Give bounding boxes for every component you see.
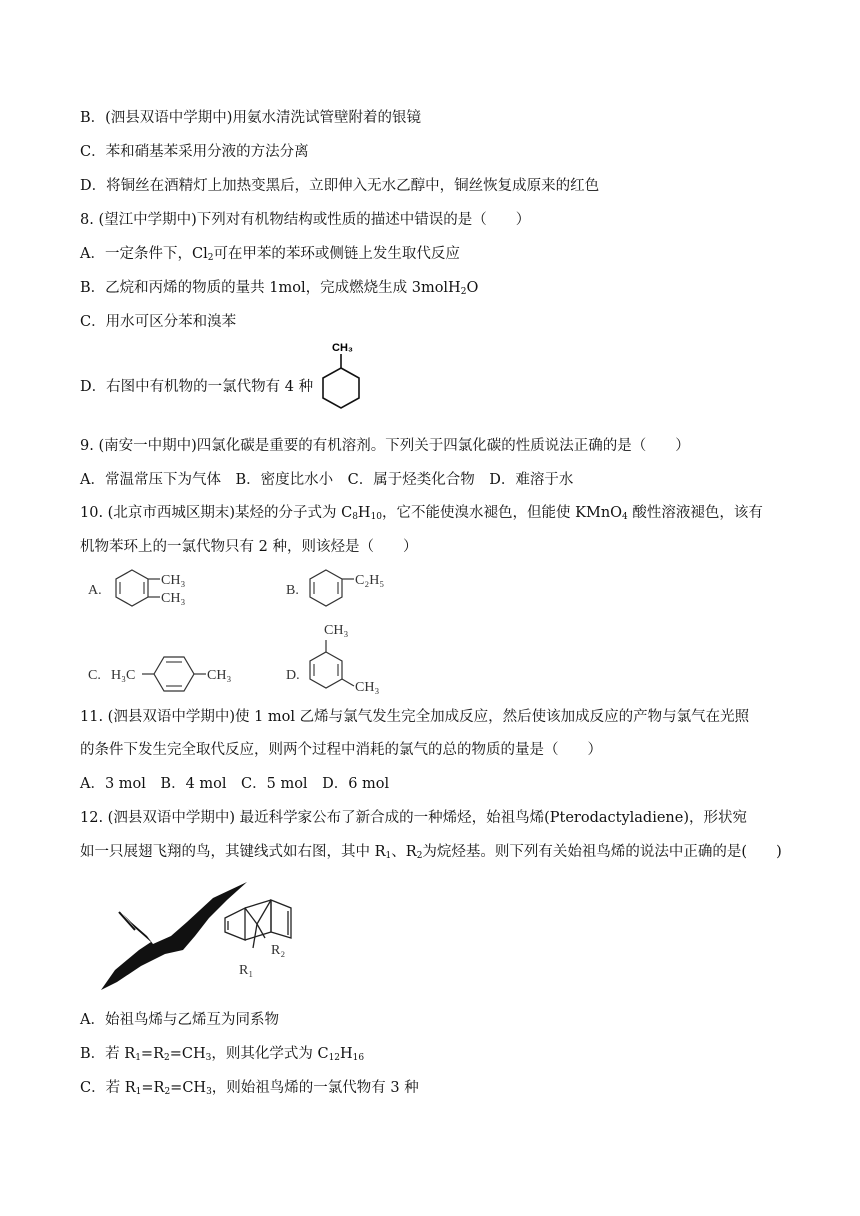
q8-option-c: C．用水可区分苯和溴苯 xyxy=(80,314,237,330)
q8-option-b: B．乙烷和丙烯的物质的量共 1mol，完成燃烧生成 3molH$_2$O xyxy=(80,280,479,297)
q11-stem-line1: 11. (泗县双语中学期中)使 1 mol 乙烯与氯气发生完全加成反应，然后使该加成反应的产物与氯气在光照 xyxy=(80,709,750,725)
pterodactyl-bird-icon xyxy=(101,882,247,990)
q8-stem: 8. (望江中学期中)下列对有机物结构或性质的描述中错误的是（ ） xyxy=(80,212,531,228)
q12-option-a: A．始祖鸟烯与乙烯互为同系物 xyxy=(80,1012,279,1028)
q12-option-b: B．若 $R_1=R_2=CH_3$，则其化学式为 $C_{12}H_{16}$ xyxy=(80,1046,365,1063)
option-d-top-methyl: CH₃ xyxy=(324,623,349,638)
option-c-left-methyl: H₃C xyxy=(111,668,136,683)
methyl-label: CH₃ xyxy=(332,342,353,354)
q9-options: A．常温常压下为气体 B．密度比水小 C．属于烃类化合物 D．难溶于水 xyxy=(80,472,574,488)
option-a-methyl-1: CH₃ xyxy=(161,573,186,588)
q11-stem-line2: 的条件下发生完全取代反应，则两个过程中消耗的氯气的总的物质的量是（ ） xyxy=(80,742,602,758)
option-d-bottom-methyl: CH₃ xyxy=(355,680,380,695)
q8-option-a: A．一定条件下，$Cl_2$可在甲苯的苯环或侧链上发生取代反应 xyxy=(80,246,460,263)
q12-option-c: C．若 $R_1=R_2=CH_3$，则始祖鸟烯的一氯代物有 3 种 xyxy=(80,1080,419,1097)
q7-option-d: D．将铜丝在酒精灯上加热变黑后，立即伸入无水乙醇中，铜丝恢复成原来的红色 xyxy=(80,178,600,194)
option-c-right-methyl: CH₃ xyxy=(207,668,232,683)
q11-options: A．3 mol B．4 mol C．5 mol D．6 mol xyxy=(80,776,390,792)
q12-stem-line2: 如一只展翅飞翔的鸟，其键线式如右图，其中 $R_1$、$R_2$为烷烃基。则下列有关始祖鸟烯的说法中正确的是( ) xyxy=(80,844,782,861)
option-a-letter: A. xyxy=(88,583,102,598)
q10-stem-line2: 机物苯环上的一氯代物只有 2 种，则该烃是（ ） xyxy=(80,539,418,555)
methylcyclohexane-figure xyxy=(308,338,374,416)
option-d-letter: D. xyxy=(286,668,300,683)
r1-label: R₁ xyxy=(239,963,254,978)
q12-stem-line1: 12. (泗县双语中学期中) 最近科学家公布了新合成的一种烯烃，始祖鸟烯(Pterodactyladiene)，形状宛 xyxy=(80,810,747,826)
option-a-methyl-2: CH₃ xyxy=(161,591,186,606)
q8-option-d: D．右图中有机物的一氯代物有 4 种 xyxy=(80,379,314,395)
option-b-ethyl: C₂H₅ xyxy=(355,573,385,588)
option-b-letter: B. xyxy=(286,583,299,598)
q10-stem-line1: 10. (北京市西城区期末)某烃的分子式为 $C_8H_{10}$，它不能使溴水褪色，但能使 KMnO$_4$ 酸性溶液褪色，该有 xyxy=(80,505,763,522)
q7-option-b: B．(泗县双语中学期中)用氨水清洗试管壁附着的银镜 xyxy=(80,110,421,126)
r2-label: R₂ xyxy=(271,943,286,958)
q7-option-c: C．苯和硝基苯采用分液的方法分离 xyxy=(80,144,309,160)
q10-structures-figure xyxy=(86,560,406,698)
option-c-letter: C. xyxy=(88,668,101,683)
pterodactyladiene-figure xyxy=(95,878,305,996)
q9-stem: 9. (南安一中期中)四氯化碳是重要的有机溶剂。下列关于四氯化碳的性质说法正确的是（ ） xyxy=(80,438,690,454)
